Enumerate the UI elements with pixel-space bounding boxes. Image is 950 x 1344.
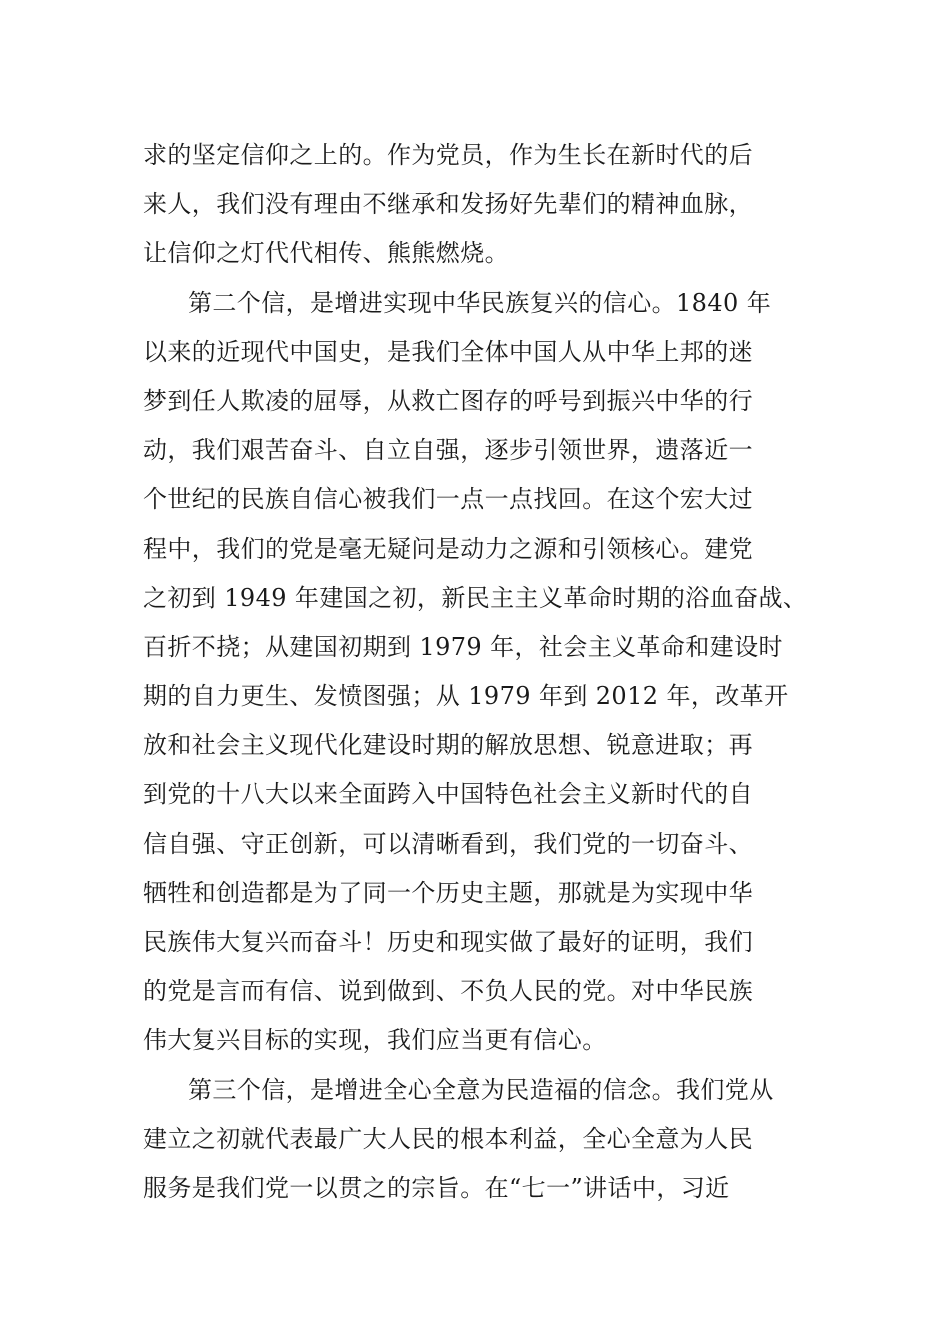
- text-line: 信自强、守正创新，可以清晰看到，我们党的一切奋斗、: [143, 829, 753, 858]
- text-line: 伟大复兴目标的实现，我们应当更有信心。: [143, 1026, 607, 1055]
- text-line: 之初到 1949 年建国之初，新民主主义革命时期的浴血奋战、: [143, 583, 808, 612]
- text-line: 到党的十八大以来全面跨入中国特色社会主义新时代的自: [143, 780, 753, 809]
- text-line: 梦到任人欺凌的屈辱，从救亡图存的呼号到振兴中华的行: [143, 386, 753, 415]
- text-line: 动，我们艰苦奋斗、自立自强，逐步引领世界，遗落近一: [143, 436, 753, 465]
- paragraph-start-line: 第二个信，是增进实现中华民族复兴的信心。1840 年: [188, 288, 772, 317]
- text-line: 让信仰之灯代代相传、熊熊燃烧。: [143, 239, 509, 268]
- text-line: 以来的近现代中国史，是我们全体中国人从中华上邦的迷: [143, 337, 753, 366]
- text-line: 百折不挠；从建国初期到 1979 年，社会主义革命和建设时: [143, 632, 783, 661]
- text-line: 程中，我们的党是毫无疑问是动力之源和引领核心。建党: [143, 534, 753, 563]
- text-line: 个世纪的民族自信心被我们一点一点找回。在这个宏大过: [143, 485, 753, 514]
- text-line: 牺牲和创造都是为了同一个历史主题，那就是为实现中华: [143, 878, 753, 907]
- text-line: 的党是言而有信、说到做到、不负人民的党。对中华民族: [143, 977, 753, 1006]
- text-line: 放和社会主义现代化建设时期的解放思想、锐意进取；再: [143, 731, 753, 760]
- body-text: [143, 131, 823, 1213]
- text-line: 求的坚定信仰之上的。作为党员，作为生长在新时代的后: [143, 141, 753, 169]
- text-line: 服务是我们党一以贯之的宗旨。在“七一”讲话中，习近: [143, 1173, 730, 1202]
- text-line: 建立之初就代表最广大人民的根本利益，全心全意为人民: [143, 1124, 753, 1153]
- text-line: 期的自力更生、发愤图强；从 1979 年到 2012 年，改革开: [143, 682, 789, 711]
- text-line: 来人，我们没有理由不继承和发扬好先辈们的精神血脉，: [143, 190, 753, 219]
- text-line: 民族伟大复兴而奋斗！历史和现实做了最好的证明，我们: [143, 928, 753, 956]
- paragraph-start-line: 第三个信，是增进全心全意为民造福的信念。我们党从: [188, 1075, 774, 1104]
